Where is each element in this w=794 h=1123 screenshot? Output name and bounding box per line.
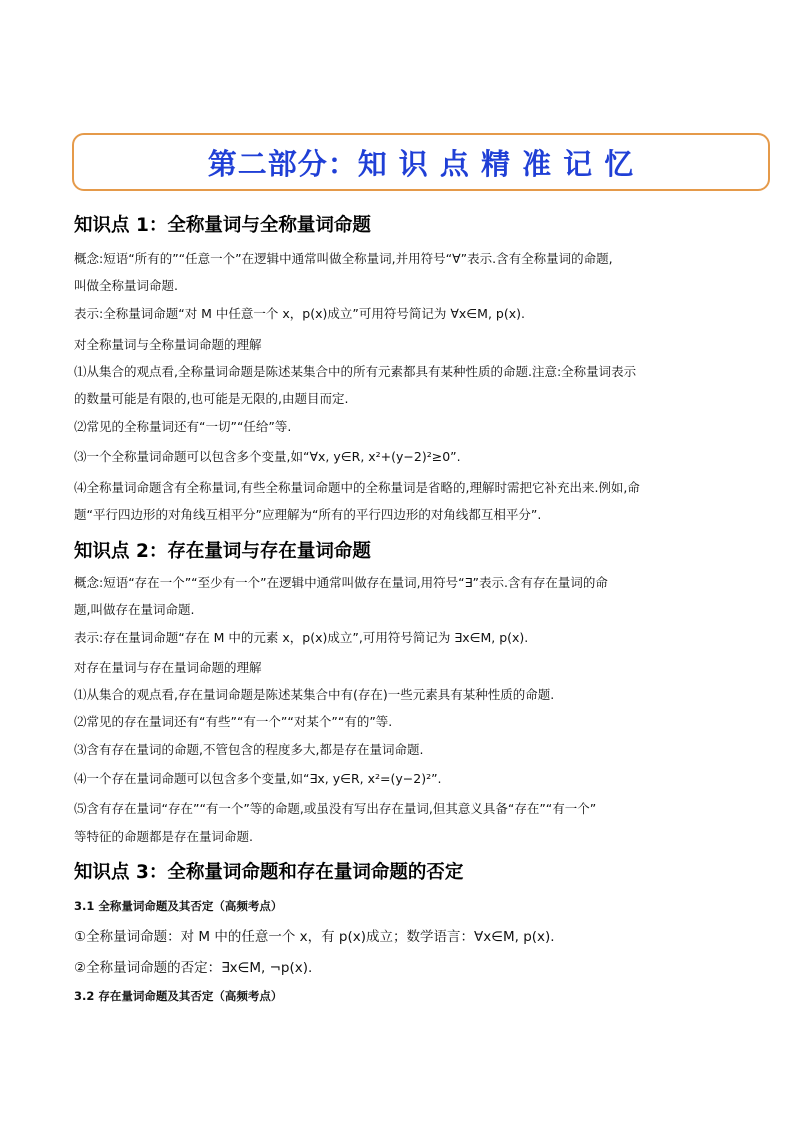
subheading-3-1: 3.1 全称量词命题及其否定（高频考点） — [74, 899, 283, 913]
concept-line-1: 概念:短语“存在一个”“至少有一个”在逻辑中通常叫做存在量词,用符号“∃”表示.含有存在量词的命 — [74, 575, 608, 590]
item-3: ⑶一个全称量词命题可以包含多个变量,如“∀x, y∈R, x²+(y−2)²≥0”. — [74, 449, 461, 464]
banner-title: 第二部分：知 识 点 精 准 记 忆 — [207, 146, 635, 181]
item-1-line-2: 的数量可能是有限的,也可能是无限的,由题目而定. — [74, 391, 349, 406]
item-5-line-2: 等特征的命题都是存在量词命题. — [74, 829, 253, 844]
item-3: ⑶含有存在量词的命题,不管包含的程度多大,都是存在量词命题. — [74, 742, 424, 757]
universal-negation-line: ②全称量词命题的否定：∃x∈M, ¬p(x). — [74, 960, 313, 976]
item-5-line-1: ⑸含有存在量词“存在”“有一个”等的命题,或虽没有写出存在量词,但其意义具备“存在”“有一个” — [74, 801, 597, 816]
item-4-line-1: ⑷全称量词命题含有全称量词,有些全称量词命题中的全称量词是省略的,理解时需把它补充出来.例如,命 — [74, 480, 640, 495]
item-2: ⑵常见的全称量词还有“一切”“任给”等. — [74, 419, 292, 434]
item-2: ⑵常见的存在量词还有“有些”“有一个”“对某个”“有的”等. — [74, 714, 393, 729]
item-4-line-2: 题“平行四边形的对角线互相平分”应理解为“所有的平行四边形的对角线都互相平分”. — [74, 507, 542, 522]
subheading-3-2: 3.2 存在量词命题及其否定（高频考点） — [74, 989, 283, 1003]
notation-line: 表示:全称量词命题“对 M 中任意一个 x，p(x)成立”可用符号简记为 ∀x∈M, p(x). — [74, 306, 525, 321]
heading-knowledge-point-2: 知识点 2：存在量词与存在量词命题 — [74, 541, 371, 562]
universal-proposition-line: ①全称量词命题：对 M 中的任意一个 x，有 p(x)成立；数学语言：∀x∈M, p(x). — [74, 929, 555, 945]
item-1: ⑴从集合的观点看,存在量词命题是陈述某集合中有(存在)一些元素具有某种性质的命题. — [74, 687, 555, 702]
understanding-title: 对全称量词与全称量词命题的理解 — [74, 337, 262, 352]
understanding-title: 对存在量词与存在量词命题的理解 — [74, 660, 262, 675]
item-1-line-1: ⑴从集合的观点看,全称量词命题是陈述某集合中的所有元素都具有某种性质的命题.注意:全称量词表示 — [74, 364, 637, 379]
notation-line: 表示:存在量词命题“存在 M 中的元素 x，p(x)成立”,可用符号简记为 ∃x∈M, p(x). — [74, 630, 529, 645]
item-4: ⑷一个存在量词命题可以包含多个变量,如“∃x, y∈R, x²=(y−2)²”. — [74, 771, 442, 786]
heading-knowledge-point-1: 知识点 1：全称量词与全称量词命题 — [74, 215, 371, 236]
concept-line-2: 题,叫做存在量词命题. — [74, 602, 195, 617]
section-banner — [72, 133, 770, 191]
concept-line-1: 概念:短语“所有的”“任意一个”在逻辑中通常叫做全称量词,并用符号“∀”表示.含有全称量词的命题, — [74, 251, 613, 266]
concept-line-2: 叫做全称量词命题. — [74, 278, 178, 293]
heading-knowledge-point-3: 知识点 3：全称量词命题和存在量词命题的否定 — [74, 862, 464, 883]
